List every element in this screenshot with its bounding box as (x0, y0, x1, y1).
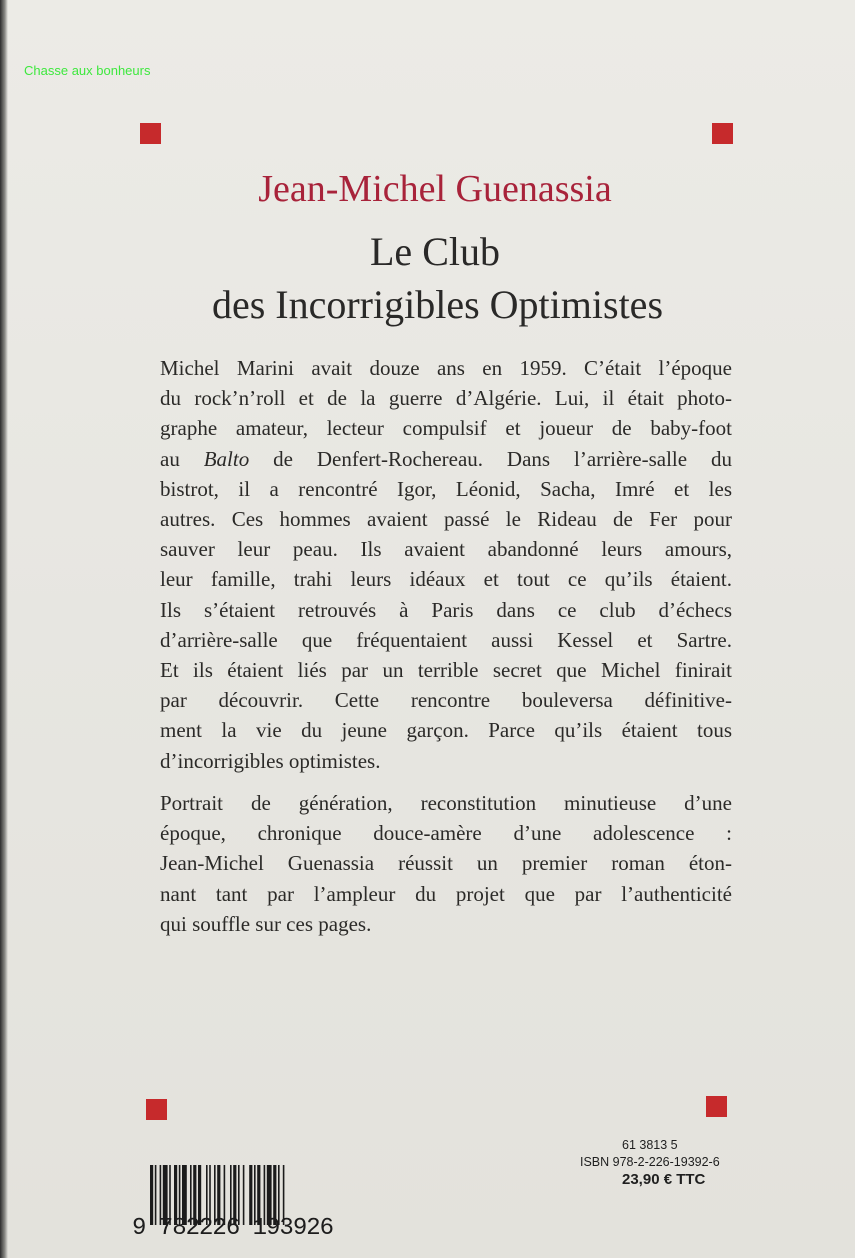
corner-square-top-left (140, 123, 161, 144)
corner-square-bottom-left (146, 1099, 167, 1120)
blurb-line: Michel Marini avait douze ans en 1959. C’était l’époque (160, 356, 732, 380)
blurb-line: qui souffle sur ces pages. (160, 911, 372, 936)
corner-square-top-right (712, 123, 733, 144)
blurb-line: nant tant par l’ampleur du projet que par l’authenticité (160, 881, 732, 906)
isbn-block (580, 1137, 720, 1188)
corner-square-bottom-right (706, 1096, 727, 1117)
blurb-line: du rock’n’roll et de la guerre d’Algérie. Lui, il était photo- (160, 386, 732, 411)
blurb-line: par découvrir. Cette rencontre bouleversa définitive- (160, 688, 732, 713)
blurb-line: Ils s’étaient retrouvés à Paris dans ce club d’échecs (160, 597, 732, 622)
blurb-line: Portrait de génération, reconstitution minutieuse d’une (160, 791, 732, 815)
blurb-line: autres. Ces hommes avaient passé le Rideau de Fer pour (160, 507, 732, 532)
italic-place-name: Balto (203, 446, 250, 471)
blurb-line: Jean-Michel Guenassia réussit un premier roman éton- (160, 851, 732, 876)
price-label: 23,90 € TTC (622, 1171, 706, 1188)
author-name: Jean-Michel Guenassia (258, 168, 612, 210)
blurb-line: sauver leur peau. Ils avaient abandonné leurs amours, (160, 537, 732, 562)
blurb-paragraph-1 (160, 353, 732, 776)
watermark-text: Chasse aux bonheurs (24, 63, 151, 78)
blurb-line: d’arrière-salle que fréquentaient aussi Kessel et Sartre. (160, 627, 732, 652)
blurb-line: au Balto de Denfert-Rochereau. Dans l’arrière-salle du (160, 446, 732, 471)
blurb-line: ment la vie du jeune garçon. Parce qu’ils étaient tous (160, 718, 732, 743)
product-code: 61 3813 5 (622, 1138, 678, 1152)
book-title-line-2: des Incorrigibles Optimistes (211, 282, 664, 327)
blurb-line: bistrot, il a rencontré Igor, Léonid, Sacha, Imré et les (160, 476, 732, 501)
blurb-paragraph-2 (160, 788, 732, 939)
blurb-line: graphe amateur, lecteur compulsif et joueur de baby-foot (160, 416, 732, 441)
book-title-line-1: Le Club (370, 229, 500, 274)
isbn-number: ISBN 978-2-226-19392-6 (580, 1155, 720, 1169)
blurb-line: Et ils étaient liés par un terrible secret que Michel finirait (160, 658, 732, 683)
blurb-line: leur famille, trahi leurs idéaux et tout ce qu’ils étaient. (160, 567, 732, 592)
blurb-line: d’incorrigibles optimistes. (160, 748, 381, 773)
blurb-line: époque, chronique douce-amère d’une adolescence : (160, 821, 732, 846)
barcode-number: 9 782226 193926 (132, 1215, 334, 1242)
barcode (132, 1135, 338, 1247)
